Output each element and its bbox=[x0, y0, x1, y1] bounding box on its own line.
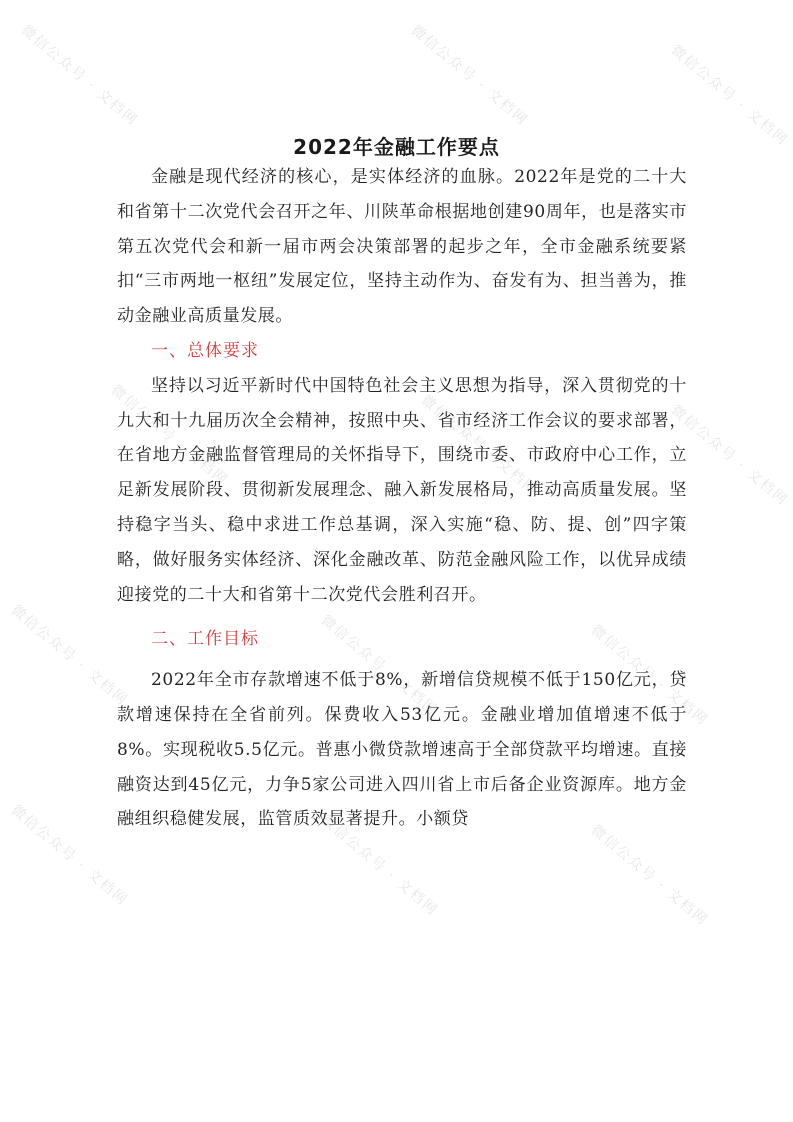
section-heading-general-requirements: 一、总体要求 bbox=[151, 340, 259, 361]
watermark-text: 微信公众号 · 文档网 bbox=[107, 382, 231, 490]
watermark-text: 微信公众号 · 文档网 bbox=[667, 402, 791, 510]
watermark-text: 微信公众号 · 文档网 bbox=[587, 622, 711, 730]
watermark-text: 微信公众号 · 文档网 bbox=[317, 612, 441, 720]
watermark-text: 微信公众号 · 文档网 bbox=[667, 42, 791, 150]
watermark-text: 微信公众号 · 文档网 bbox=[407, 22, 531, 130]
paragraph-general-requirements: 坚持以习近平新时代中国特色社会主义思想为指导，深入贯彻党的十九大和十九届历次全会精神，按照中央、省市经济工作会议的要求部署，在省地方金融监督管理局的关怀指导下，围绕市委、市政府中心工作，立足新发展阶段、贯彻新发展理念、融入新发展格局，推动高质量发展。坚持稳字当头、稳中求进工作总基调，深入实施“稳、防、提、创”四字策略，做好服务实体经济、深化金融改革、防范金融风险工作，以优异成绩迎接党的二十大和省第十二次党代会胜利召开。 bbox=[117, 375, 687, 605]
paragraph-work-targets: 2022年全市存款增速不低于8%，新增信贷规模不低于150亿元，贷款增速保持在全省前列。保费收入53亿元。金融业增加值增速不低于8%。实现税收5.5亿元。普惠小微贷款增速高于全部贷款平均增速。直接融资达到45亿元，力争5家公司进入四川省上市后备企业资源库。地方金融组织稳健发展，监管质效显著提升。小额贷 bbox=[117, 670, 687, 830]
watermark-text: 微信公众号 · 文档网 bbox=[587, 822, 711, 930]
watermark-text: 微信公众号 · 文档网 bbox=[7, 802, 131, 910]
watermark-text: 微信公众号 · 文档网 bbox=[417, 392, 541, 500]
watermark-text: 微信公众号 · 文档网 bbox=[7, 602, 131, 710]
paragraph-intro: 金融是现代经济的核心，是实体经济的血脉。2022年是党的二十大和省第十二次党代会召开之年、川陕革命根据地创建90周年，也是落实市第五次党代会和新一届市两会决策部署的起步之年，全市金融系统要紧扣“三市两地一枢纽”发展定位，坚持主动作为、奋发有为、担当善为，推动金融业高质量发展。 bbox=[117, 167, 687, 327]
watermark-text: 微信公众号 · 文档网 bbox=[17, 22, 141, 130]
section-heading-work-targets: 二、工作目标 bbox=[151, 629, 259, 650]
document-body bbox=[117, 160, 687, 837]
watermark-text: 微信公众号 · 文档网 bbox=[317, 812, 441, 920]
document-title: 2022年金融工作要点 bbox=[293, 135, 500, 159]
